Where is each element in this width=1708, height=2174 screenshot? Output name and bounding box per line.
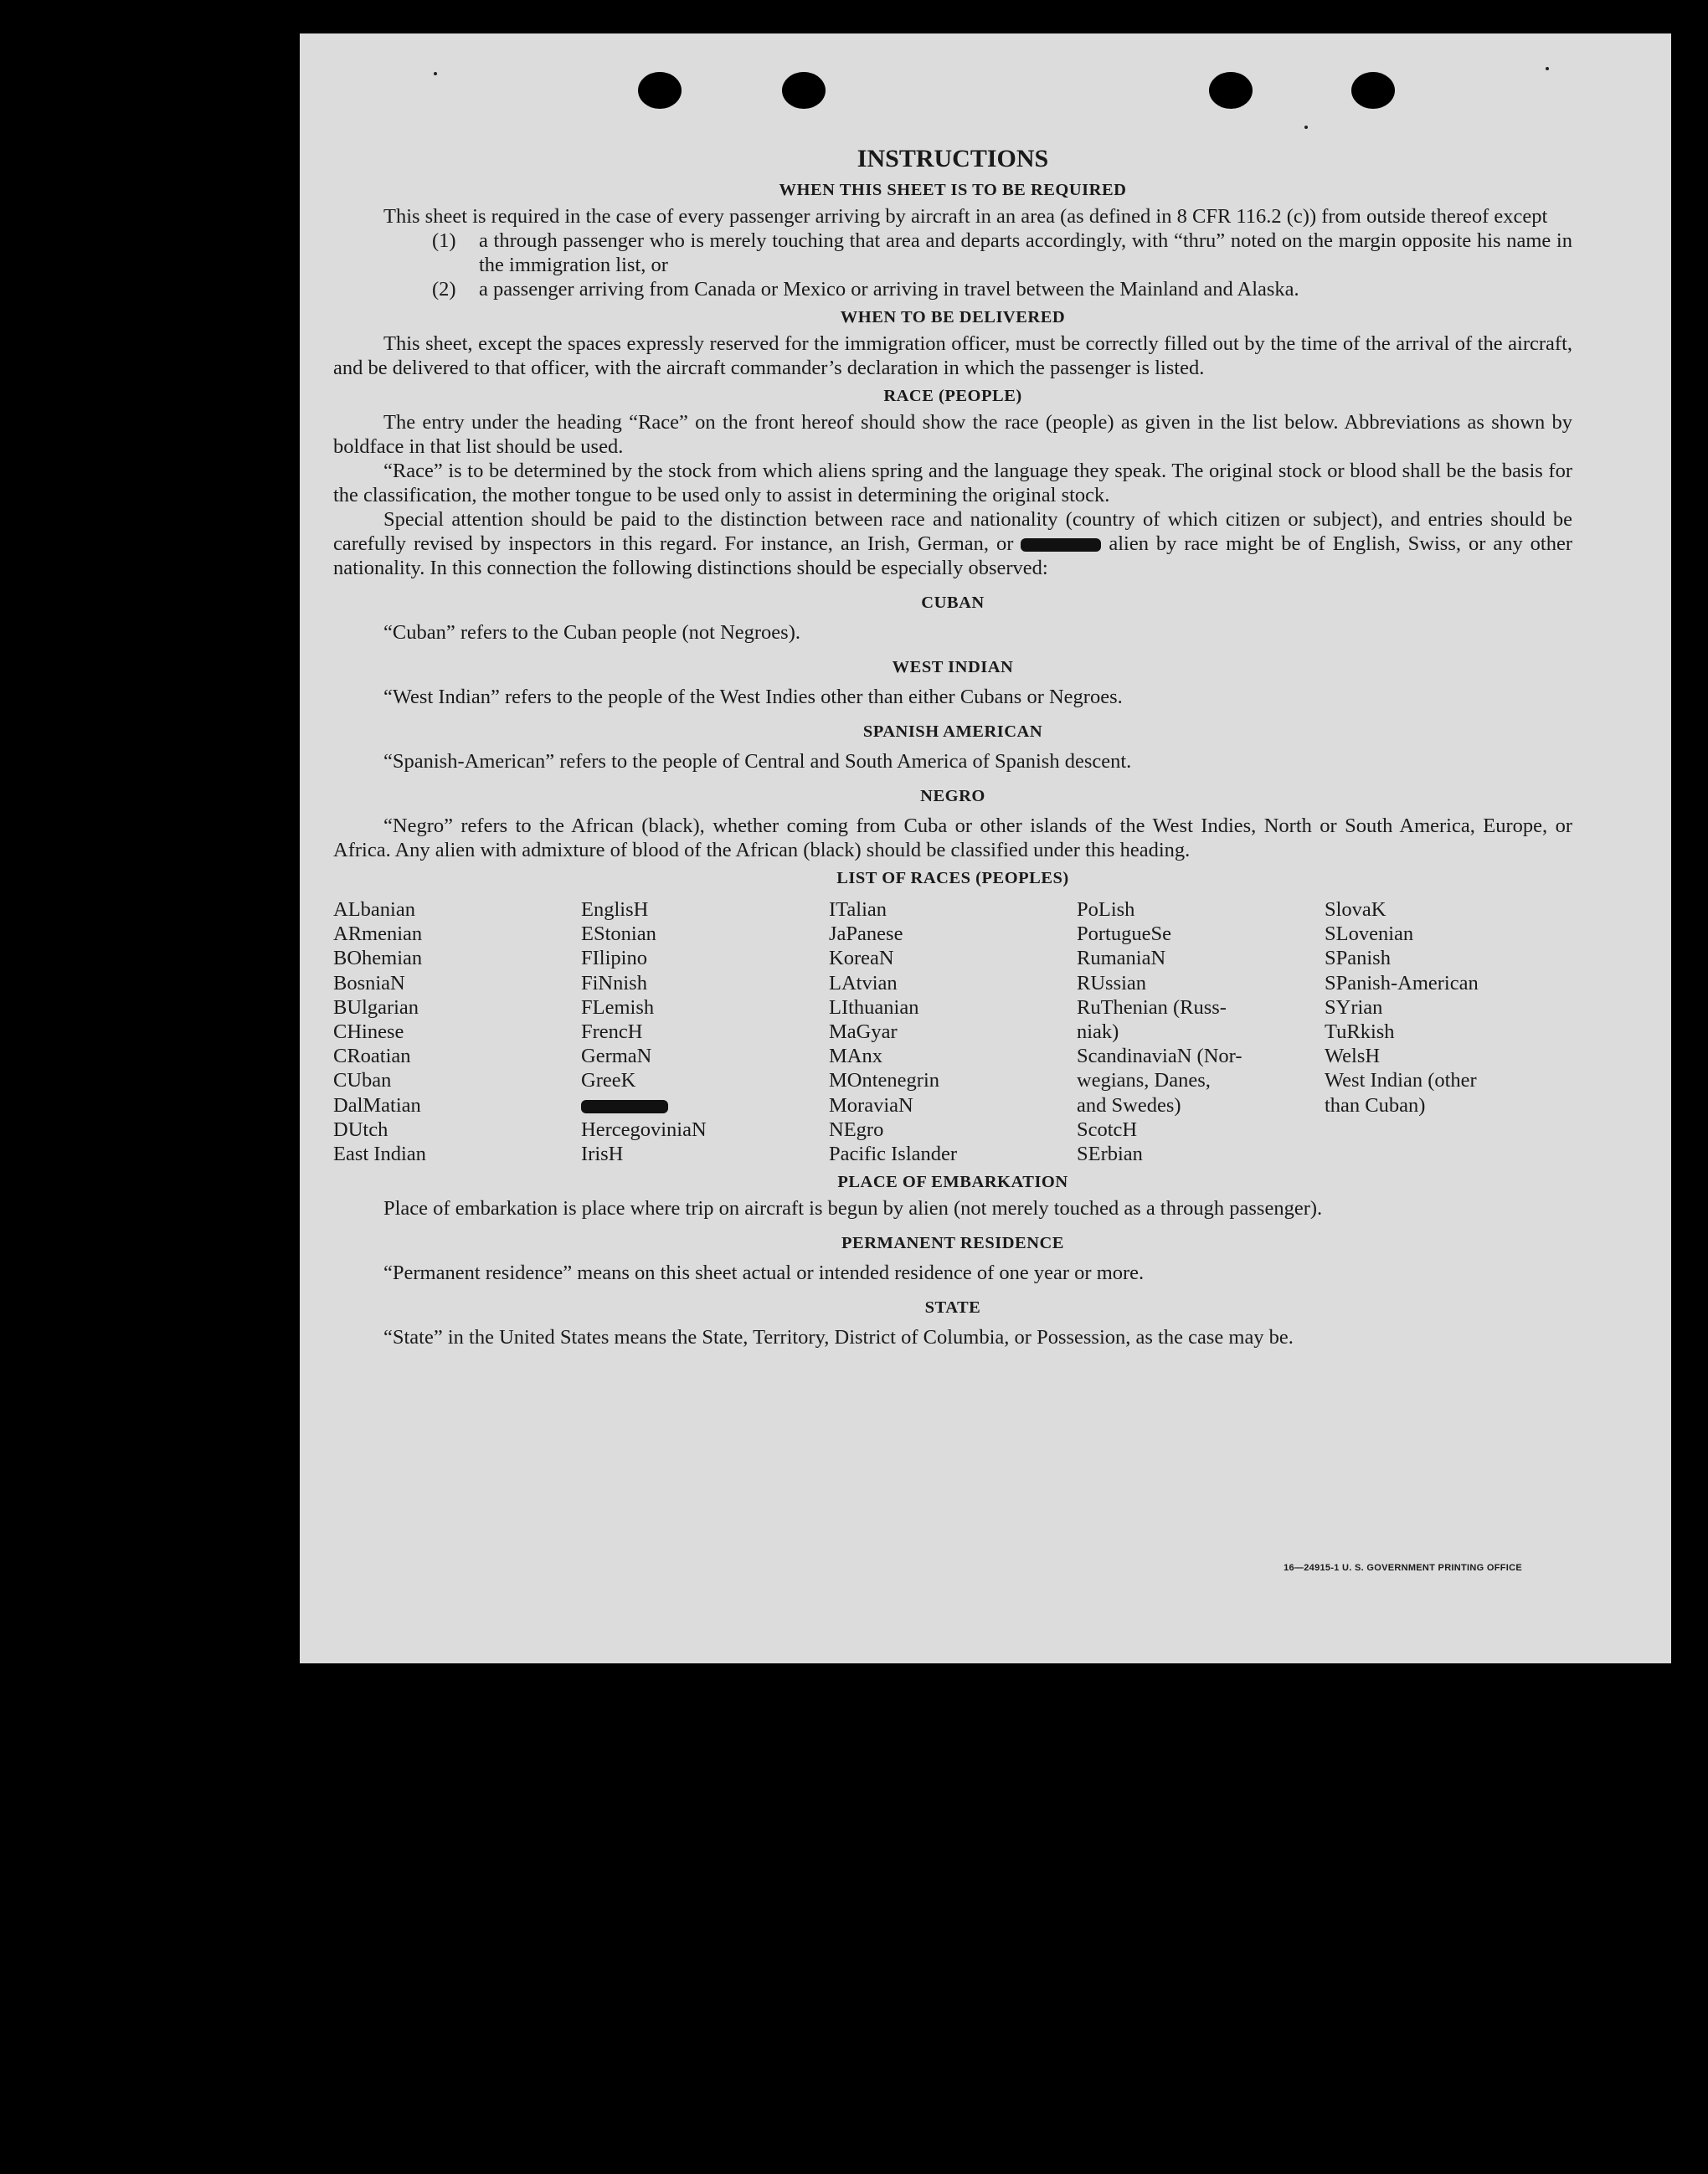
race-entry: DalMatian <box>333 1093 421 1117</box>
race-entry: WelsH <box>1325 1045 1381 1068</box>
document-body <box>333 144 1572 1349</box>
race-entry: PoLish <box>1077 898 1135 921</box>
race-entry: DUtch <box>333 1118 388 1141</box>
negro-text: “Negro” refers to the African (black), whether coming from Cuba or other islands of the West Indies, North or South America, Europe, or Africa. Any alien with admixture of blood of the African (black) should be classified under this heading. <box>333 815 1572 861</box>
race-entry: CRoatian <box>333 1045 411 1068</box>
race-entry: JaPanese <box>829 923 903 946</box>
delivered-text: This sheet, except the spaces expressly reserved for the immigration officer, must be correctly filled out by the time of the arrival of the aircraft, and be delivered to that officer, with the aircraft commander’s declaration in which the passenger is listed. <box>333 332 1572 379</box>
cuban-text: “Cuban” refers to the Cuban people (not Negroes). <box>383 621 800 644</box>
speck <box>434 72 437 75</box>
item-number: (2) <box>432 278 456 301</box>
heading-list-of-races: LIST OF RACES (PEOPLES) <box>836 869 1069 887</box>
heading-west-indian: WEST INDIAN <box>892 658 1014 676</box>
heading-state: STATE <box>924 1298 981 1318</box>
heading-when-required: WHEN THIS SHEET IS TO BE REQUIRED <box>779 181 1127 199</box>
race-entry: KoreaN <box>829 947 894 970</box>
heading-negro: NEGRO <box>920 787 985 805</box>
races-column <box>333 897 581 1166</box>
required-intro: This sheet is required in the case of every passenger arriving by aircraft in an area (as defined in 8 CFR 116.2 (c)) from outside thereof except <box>383 205 1548 228</box>
race-entry: SPanish-American <box>1325 971 1479 994</box>
race-entry: FiNnish <box>581 971 647 994</box>
race-entry: SYrian <box>1325 995 1383 1019</box>
race-entry: RUssian <box>1077 971 1147 994</box>
embarkation-text: Place of embarkation is place where trip on aircraft is begun by alien (not merely touched as a through passenger). <box>383 1197 1323 1221</box>
race-entry: West Indian (other than Cuban) <box>1325 1069 1477 1117</box>
race-entry: GermaN <box>581 1045 652 1068</box>
race-entry: EnglisH <box>581 898 649 921</box>
race-entry: BUlgarian <box>333 995 419 1019</box>
race-entry: MoraviaN <box>829 1093 913 1117</box>
heading-when-delivered: WHEN TO BE DELIVERED <box>840 308 1066 326</box>
race-entry: MaGyar <box>829 1020 898 1044</box>
punch-hole <box>1209 72 1253 109</box>
race-entry: ARmenian <box>333 923 423 946</box>
punch-hole <box>782 72 826 109</box>
race-entry: BOhemian <box>333 947 423 970</box>
item-text: a passenger arriving from Canada or Mexico or arriving in travel between the Mainland and Alaska. <box>479 278 1299 301</box>
speck <box>1546 67 1549 70</box>
instruction-sheet <box>300 33 1671 1663</box>
race-entry: IrisH <box>581 1143 624 1166</box>
race-entry: LIthuanian <box>829 995 919 1019</box>
race-entry: MOntenegrin <box>829 1069 939 1092</box>
exception-item <box>333 229 1572 277</box>
printing-office-code: 16—24915-1 U. S. GOVERNMENT PRINTING OFFICE <box>1284 1563 1522 1573</box>
races-column <box>581 897 829 1166</box>
item-number: (1) <box>432 229 456 252</box>
state-text: “State” in the United States means the State, Territory, District of Columbia, or Possession, as the case may be. <box>383 1326 1294 1349</box>
race-entry: NEgro <box>829 1118 884 1141</box>
races-column <box>829 897 1077 1166</box>
race-entry: SLovenian <box>1325 923 1414 946</box>
race-paragraph-3-start: Special attention should be paid to the distinction between race and nationality (country of which citizen or subject), and entries should be carefully revised by inspectors in this regard. For instance, an Irish, German, or <box>333 508 1572 555</box>
punch-hole <box>638 72 682 109</box>
race-paragraph-2: “Race” is to be determined by the stock from which aliens spring and the language they speak. The original stock or blood shall be the basis for the classification, the mother tongue to be used only to assist in determining the original stock. <box>333 460 1572 506</box>
spanish-american-text: “Spanish-American” refers to the people of Central and South America of Spanish descent. <box>383 750 1132 773</box>
race-paragraph-3 <box>333 507 1572 580</box>
heading-permanent-residence: PERMANENT RESIDENCE <box>841 1234 1064 1253</box>
race-entry: LAtvian <box>829 971 898 994</box>
race-entry: ALbanian <box>333 898 415 921</box>
race-entry: RumaniaN <box>1077 947 1166 970</box>
race-entry: FLemish <box>581 995 655 1019</box>
heading-embarkation: PLACE OF EMBARKATION <box>837 1173 1068 1192</box>
race-entry: GreeK <box>581 1069 636 1092</box>
west-indian-text: “West Indian” refers to the people of the West Indies other than either Cubans or Negroes. <box>383 686 1123 708</box>
race-entry: ScandinaviaN (Nor- wegians, Danes, and Swedes) <box>1077 1045 1242 1117</box>
redaction-mark <box>581 1100 668 1113</box>
race-entry: East Indian <box>333 1143 426 1166</box>
race-entry: CHinese <box>333 1020 404 1044</box>
race-entry: FIlipino <box>581 947 647 970</box>
race-entry: MAnx <box>829 1045 882 1068</box>
race-entry: CUban <box>333 1069 392 1092</box>
races-column <box>1325 897 1572 1166</box>
race-entry: ScotcH <box>1077 1118 1138 1141</box>
heading-race: RACE (PEOPLE) <box>883 387 1022 405</box>
race-entry: Pacific Islander <box>829 1143 958 1166</box>
heading-cuban: CUBAN <box>921 594 985 612</box>
race-entry: SlovaK <box>1325 898 1386 921</box>
race-entry: PortugueSe <box>1077 923 1171 946</box>
race-entry-redacted <box>581 1093 829 1118</box>
race-entry: FrencH <box>581 1020 643 1044</box>
punch-hole <box>1351 72 1395 109</box>
race-entry: BosniaN <box>333 971 405 994</box>
heading-spanish-american: SPANISH AMERICAN <box>862 722 1043 741</box>
race-paragraph-3-end: alien by race might be of English, Swiss, or any other nationality. In this connection the following distinctions should be especially observed: <box>333 532 1572 579</box>
residence-text: “Permanent residence” means on this sheet actual or intended residence of one year or more. <box>383 1262 1145 1285</box>
race-paragraph-1: The entry under the heading “Race” on the front hereof should show the race (people) as given in the list below. Abbreviations as shown by boldface in that list should be used. <box>333 411 1572 458</box>
item-text: a through passenger who is merely touching that area and departs accordingly, with “thru” noted on the margin opposite his name in the immigration list, or <box>479 229 1572 276</box>
redaction-mark <box>1021 538 1101 552</box>
race-entry: TuRkish <box>1325 1020 1395 1044</box>
races-column <box>1077 897 1325 1166</box>
race-entry: RuThenian (Russ- niak) <box>1077 995 1227 1044</box>
speck <box>1304 126 1308 129</box>
exception-item <box>333 277 1572 301</box>
race-entry: SErbian <box>1077 1143 1143 1166</box>
race-entry: SPanish <box>1325 947 1391 970</box>
race-entry: HercegoviniaN <box>581 1118 707 1141</box>
races-list <box>333 897 1572 1166</box>
page-title: INSTRUCTIONS <box>857 145 1049 172</box>
race-entry: EStonian <box>581 923 656 946</box>
race-entry: ITalian <box>829 898 887 921</box>
